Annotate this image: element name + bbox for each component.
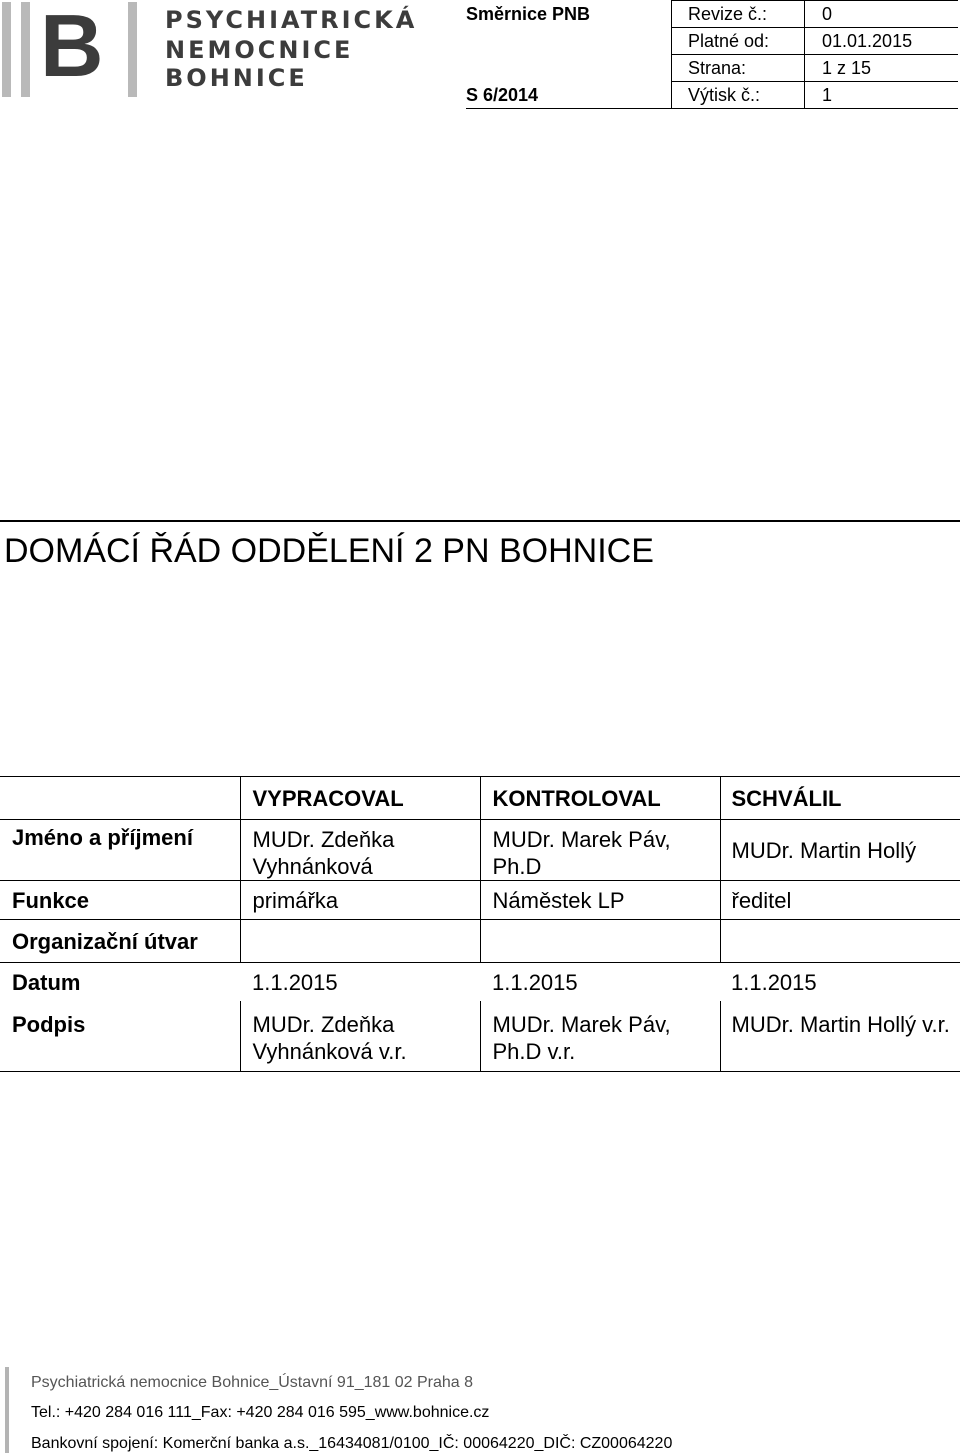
logo-bar-mid <box>21 2 30 97</box>
cell-value: 1.1.2015 <box>240 963 480 1002</box>
info-label: Výtisk č.: <box>672 82 805 109</box>
approval-row-name <box>0 820 960 881</box>
approval-row-date <box>0 963 960 1002</box>
hospital-logo <box>0 0 420 100</box>
document-info-table <box>466 0 958 109</box>
cell-value: primářka <box>240 881 480 920</box>
cell-value: 1.1.2015 <box>720 963 960 1002</box>
doc-number: S 6/2014 <box>466 82 672 109</box>
logo-line-2: NEMOCNICE <box>165 36 354 64</box>
document-title: DOMÁCÍ ŘÁD ODDĚLENÍ 2 PN BOHNICE <box>4 532 654 570</box>
footer-bank: Bankovní spojení: Komerční banka a.s._16434081/0100_IČ: 00064220_DIČ: CZ00064220 <box>31 1435 673 1452</box>
logo-bar-right <box>128 2 137 97</box>
logo-bar-left <box>2 2 11 97</box>
title-rule <box>0 520 960 522</box>
info-label: Strana: <box>672 55 805 82</box>
info-value: 0 <box>805 1 959 28</box>
info-spacer <box>466 28 672 55</box>
info-label: Revize č.: <box>672 1 805 28</box>
info-row-valid-from <box>466 28 958 55</box>
info-value: 01.01.2015 <box>805 28 959 55</box>
info-value: 1 <box>805 82 959 109</box>
footer-bar <box>5 1367 9 1453</box>
header-spacer <box>0 777 240 820</box>
approval-row-function <box>0 881 960 920</box>
cell-value: MUDr. Zdeňka Vyhnánková <box>240 820 480 881</box>
approval-row-signature <box>0 1001 960 1072</box>
row-label: Jméno a příjmení <box>0 820 240 881</box>
info-label: Platné od: <box>672 28 805 55</box>
row-label: Funkce <box>0 881 240 920</box>
approval-header-row <box>0 777 960 820</box>
info-row-copy <box>466 82 958 109</box>
footer-contact: Tel.: +420 284 016 111_Fax: +420 284 016 595_www.bohnice.cz <box>31 1404 490 1421</box>
row-label: Datum <box>0 963 240 1002</box>
approval-table <box>0 776 960 1072</box>
logo-line-3: BOHNICE <box>165 64 308 92</box>
row-label: Organizační útvar <box>0 920 240 963</box>
info-row-page <box>466 55 958 82</box>
info-value: 1 z 15 <box>805 55 959 82</box>
cell-value: 1.1.2015 <box>480 963 720 1002</box>
cell-value: MUDr. Martin Hollý v.r. <box>720 1001 960 1072</box>
logo-line-1: PSYCHIATRICKÁ <box>165 6 418 34</box>
cell-value <box>480 920 720 963</box>
header-checked: KONTROLOVAL <box>480 777 720 820</box>
header-approved: SCHVÁLIL <box>720 777 960 820</box>
cell-value: MUDr. Zdeňka Vyhnánková v.r. <box>240 1001 480 1072</box>
cell-value <box>240 920 480 963</box>
info-row-revision <box>466 1 958 28</box>
cell-value: MUDr. Marek Páv, Ph.D v.r. <box>480 1001 720 1072</box>
cell-value: MUDr. Marek Páv, Ph.D <box>480 820 720 881</box>
logo-letter: B <box>40 0 104 95</box>
cell-value <box>720 920 960 963</box>
footer-address: Psychiatrická nemocnice Bohnice_Ústavní 91_181 02 Praha 8 <box>31 1374 474 1391</box>
doc-type: Směrnice PNB <box>466 1 672 28</box>
row-label: Podpis <box>0 1001 240 1072</box>
header-prepared: VYPRACOVAL <box>240 777 480 820</box>
cell-value: MUDr. Martin Hollý <box>720 820 960 881</box>
info-spacer <box>466 55 672 82</box>
cell-value: Náměstek LP <box>480 881 720 920</box>
approval-row-org-unit <box>0 920 960 963</box>
cell-value: ředitel <box>720 881 960 920</box>
